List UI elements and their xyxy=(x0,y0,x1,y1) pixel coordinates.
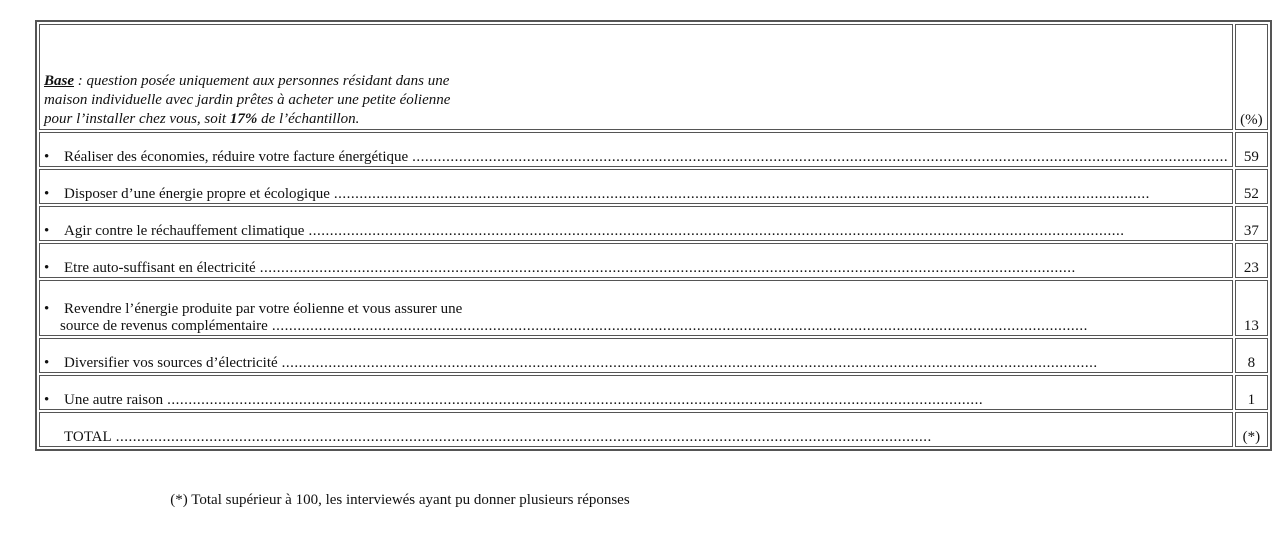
leader-dots xyxy=(308,223,1228,240)
row-label: Réaliser des économies, réduire votre facture énergétique xyxy=(64,149,409,165)
total-row xyxy=(39,412,1268,447)
base-text-3a: pour l’installer chez vous, soit xyxy=(44,111,230,127)
total-value: (*) xyxy=(1235,412,1268,447)
leader-dots xyxy=(334,186,1228,203)
row-label-continued: source de revenus complémentaire xyxy=(60,318,268,334)
bullet: • xyxy=(44,355,50,371)
bullet: • xyxy=(44,260,50,276)
footnote: (*) Total supérieur à 100, les interviewés ayant pu donner plusieurs réponses xyxy=(170,492,630,508)
bullet: • xyxy=(44,301,50,317)
bullet: • xyxy=(44,186,50,202)
total-label: TOTAL xyxy=(64,429,112,445)
base-percentage: 17% xyxy=(229,111,258,127)
row-value: 13 xyxy=(1235,280,1268,336)
base-word: Base xyxy=(44,73,74,89)
base-text-3b: de l’échantillon. xyxy=(257,111,360,127)
bullet: • xyxy=(44,149,50,165)
table-row xyxy=(39,375,1268,410)
row-label: Revendre l’énergie produite par votre éolienne et vous assurer une xyxy=(64,301,463,317)
base-description xyxy=(39,24,1233,130)
leader-dots xyxy=(272,318,1228,335)
leader-dots xyxy=(412,149,1228,166)
row-label: Diversifier vos sources d’électricité xyxy=(64,355,278,371)
table-row xyxy=(39,338,1268,373)
row-value: 37 xyxy=(1235,206,1268,241)
leader-dots xyxy=(167,392,1228,409)
row-value: 52 xyxy=(1235,169,1268,204)
row-label: Une autre raison xyxy=(64,392,164,408)
row-value: 23 xyxy=(1235,243,1268,278)
base-text-1: : question posée uniquement aux personnes résidant dans une xyxy=(74,73,450,89)
leader-dots xyxy=(282,355,1228,372)
bullet: • xyxy=(44,392,50,408)
survey-table xyxy=(35,20,1272,451)
row-value: 8 xyxy=(1235,338,1268,373)
row-value: 1 xyxy=(1235,375,1268,410)
row-label: Agir contre le réchauffement climatique xyxy=(64,223,305,239)
row-label: Disposer d’une énergie propre et écologique xyxy=(64,186,330,202)
row-label: Etre auto-suffisant en électricité xyxy=(64,260,256,276)
leader-dots xyxy=(116,429,1228,446)
table-row xyxy=(39,132,1268,167)
leader-dots xyxy=(260,260,1228,277)
table-row xyxy=(39,243,1268,278)
table-row xyxy=(39,280,1268,336)
table-row xyxy=(39,169,1268,204)
base-text-2: maison individuelle avec jardin prêtes à acheter une petite éolienne xyxy=(44,92,451,108)
table-header-row xyxy=(39,24,1268,130)
bullet: • xyxy=(44,223,50,239)
row-value: 59 xyxy=(1235,132,1268,167)
unit-header: (%) xyxy=(1235,24,1268,130)
table-row xyxy=(39,206,1268,241)
